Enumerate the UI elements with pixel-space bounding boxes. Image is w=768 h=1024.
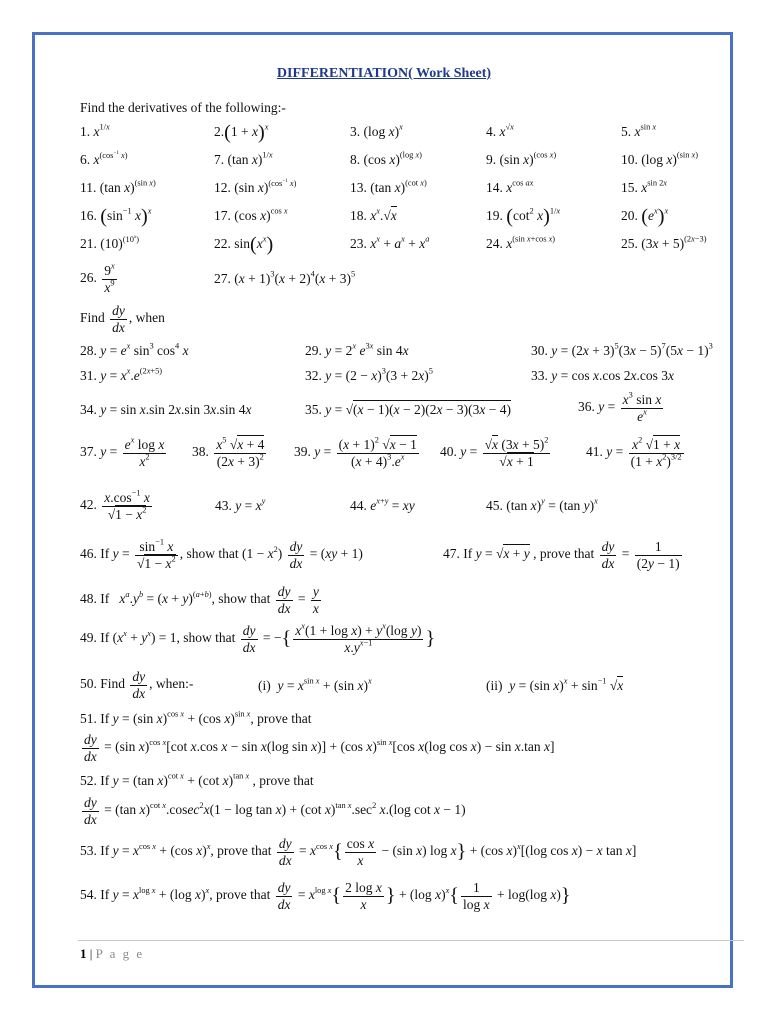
- problem-22: 22. $\sin(x^x)$: [214, 233, 274, 256]
- problem-33: 33. y = cos x.cos 2x.cos 3x: [531, 368, 674, 383]
- problem-12: 12. (sin x)$^{(cos^{-1} x)}$: [214, 178, 297, 196]
- problem-38: 38. $\frac{x^5 √x + 4}{(2x + 3)^2}$: [192, 435, 265, 469]
- problem-29: 29. $y = 2^x$ $e^{3x}$ sin 4x: [305, 341, 409, 358]
- problem-28: 28. $y = e^x$ $\sin^3 \cos^4 x$: [80, 341, 189, 358]
- worksheet-title: DIFFERENTIATION( Work Sheet): [276, 66, 492, 81]
- problem-4: 4. $x^{√x}$: [486, 122, 514, 139]
- problem-39: 39. y = $\frac{(x + 1)^2 √x - 1}{(x + 4)^3.e^x}$: [294, 435, 417, 469]
- problem-16: 16. ($\sin^{-1}$ x)$^x$: [80, 205, 152, 228]
- problem-40: 40. y = $\frac{√x (3x + 5)^2}{√x + 1}$: [440, 435, 549, 469]
- problem-31: 31. $y = x^x.e^{(2x+5)}$: [80, 366, 163, 383]
- problem-30: 30. $y = (2x + 3)^5(3x - 5)^7(5x - 1)^3$: [531, 341, 713, 358]
- problem-51-result: $\frac{dy}{dx}$ = (sin x)$^{cos x}$[cot x.cos x − sin x(log sin x)] + (cos x)$^{sin x}$[cos x(log cos x) − sin x.tan x]: [84, 732, 555, 764]
- page-footer: [80, 946, 144, 962]
- problem-32: 32. $y = (2 - x)^3(3 + 2x)^5$: [305, 366, 433, 383]
- problem-2: $2.(1 + x)^x$: [214, 121, 269, 144]
- problem-20: 20. $(e^x)^x$: [621, 205, 669, 228]
- problem-37: 37. y = $\frac{e^x \log x}{x^2}$: [80, 435, 165, 469]
- problem-18: 18. $x^x.√x$: [350, 206, 397, 223]
- problem-49: 49. If $(x^x + y^x) = 1$, show that $\frac{dy}{dx}$ = −{ $\frac{x^x(1 + \log x) + y^x(\log y)}{x.y^{x-1}}$ }: [80, 621, 436, 655]
- problem-51: 51. If y = (sin x)$^{cos x}$ + (cos x)$^{sin x}$, prove that: [80, 709, 312, 726]
- problem-8: 8. (cos x)$^{(log x)}$: [350, 150, 422, 167]
- problem-10: 10. (log x)$^{(sin x)}$: [621, 150, 699, 167]
- problem-43: 43. $y = x^y$: [215, 496, 266, 513]
- problem-50: 50. Find $\frac{dy}{dx}$ , when:-: [80, 669, 194, 701]
- problem-19: 19. ($\cot^2$ x)$^{1/x}$: [486, 205, 561, 228]
- problem-14: 14. $x^{cos ax}$: [486, 178, 534, 195]
- problem-1: 1. $x^{1/x}$: [80, 122, 110, 139]
- problem-47: 47. If y = √x + y , prove that $\frac{dy}{dx}$ = $\frac{1}{(2y - 1)}$: [443, 539, 680, 571]
- problem-53: 53. If $y = x^{cos x} + (\cos$ x)$^x$, prove that $\frac{dy}{dx}$ = $x^{cos x}${ $\frac{\text{cos x}}{x}$ − (sin x) log x} + (cos x)$^x$[(log cos x) − x tan x]: [80, 836, 637, 868]
- page-word: P a g e: [95, 946, 145, 961]
- problem-3: 3. (log x)$^x$: [350, 122, 403, 139]
- footer-divider: [78, 940, 744, 941]
- instructions: Find the derivatives of the following:-: [80, 100, 286, 115]
- problem-46: 46. If y = $\frac{\sin^{-1} x}{√1 - x^2}$ , show that $(1 - x^2)$ $\frac{dy}{dx}$ = (xy + 1): [80, 537, 363, 571]
- problem-48: 48. If $x^a.y^b = (x + y)^{(a+b)}$, show that $\frac{dy}{dx}$ = $\frac{y}{x}$: [80, 584, 319, 616]
- footer-separator: |: [89, 946, 93, 961]
- problem-54: 54. If $y = x^{log x} + (\log$ x)$^x$, prove that $\frac{dy}{dx}$ = $x^{log x}${ $\frac{\text{2 log x}}{x}$ } + (log x)$^x${ $\frac{1}{\text{log x}}$ + log(log x)}: [80, 880, 571, 912]
- problem-7: 7. (tan x)$^{1/x}$: [214, 150, 273, 167]
- problem-17: 17. (cos x)$^{cos x}$: [214, 206, 288, 223]
- problem-35: 35. y = √(x − 1)(x − 2)(2x − 3)(3x − 4): [305, 402, 511, 417]
- problem-52: 52. If y = (tan x)$^{cot x}$ + (cot x)$^{tan x}$ , prove that: [80, 771, 314, 788]
- problem-25: 25. $(3x + 5)^{(2x-3)}$: [621, 234, 707, 251]
- problem-21: 21. $(10)^{(10^x)}$: [80, 234, 139, 252]
- problem-27: 27. $(x + 1)^3(x + 2)^4(x + 3)^5$: [214, 269, 356, 286]
- problem-23: 23. $x^x + a^x + x^a$: [350, 234, 430, 251]
- problem-50-part-i: (i) $y = x^{sin x} + (\sin$ x)$^x$: [258, 676, 372, 693]
- problem-9: 9. (sin x)$^{(cos x)}$: [486, 150, 557, 167]
- page-number: 1: [80, 946, 87, 961]
- problem-5: 5. $x^{sin x}$: [621, 122, 657, 139]
- problem-24: 24. $x^{(sin x+cos x)}$: [486, 234, 556, 251]
- problem-41: 41. y = $\frac{x^2 √1 + x}{(1 + x^2)^{3/2}}$: [586, 435, 682, 469]
- problem-44: 44. $e^{x+y}$ = xy: [350, 496, 415, 513]
- problem-45: 45. (tan x)$^y$ = (tan y)$^x$: [486, 496, 598, 513]
- problem-50-part-ii: (ii) y = (sin $x)^x + \sin^{-1} √x$: [486, 676, 624, 693]
- problem-13: 13. (tan x)$^{(cot x)}$: [350, 178, 427, 195]
- problem-15: 15. $x^{sin 2x}$: [621, 178, 667, 195]
- problem-6: 6. $x^{(cos^{-1} x)}$: [80, 150, 128, 168]
- problem-52-result: $\frac{dy}{dx}$ = (tan x)$^{cot x}$.cosec$^2$x(1 − log tan x) + (cot $x)^{tan x}.\sec^2$ x.(log cot x − 1): [84, 795, 466, 827]
- problem-34: 34. y = sin x.sin 2x.sin 3x.sin 4x: [80, 402, 252, 417]
- problem-11: 11. (tan x)$^{(sin x)}$: [80, 178, 156, 195]
- problem-26: 26. $\frac{9^x}{x^9}$: [80, 261, 115, 295]
- find-dydx-heading: Find $\frac{dy}{dx}$ , when: [80, 303, 165, 335]
- problem-42: 42. $\frac{x.\cos^{-1} x}{√1 - x^2}$: [80, 488, 150, 522]
- problem-36: 36. y = $\frac{x^3 \sin x}{e^x}$: [578, 390, 662, 424]
